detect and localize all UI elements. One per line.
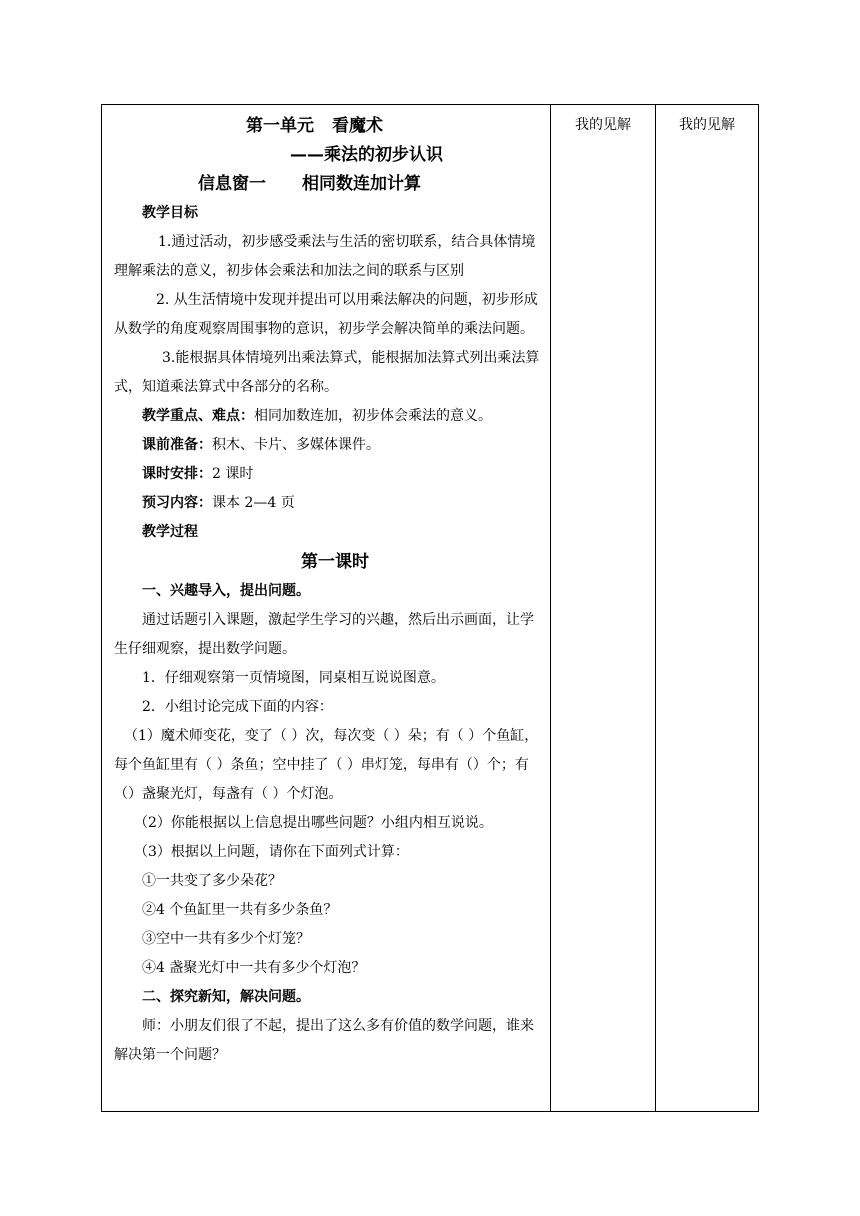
preview <box>114 489 542 518</box>
unit-title-line <box>114 111 542 141</box>
question-1: （1）魔术师变花，变了（ ）次，每次变（ ）朵；有（ ）个鱼缸，每个鱼缸里有（ ）条鱼；空中挂了（ ）串灯笼，每串有（）个；有（）盏聚光灯，每盏有（ ）个灯泡。 <box>114 728 539 802</box>
my-view-column-2 <box>656 105 759 1112</box>
sub-question-3: ③空中一共有多少个灯笼？ <box>142 931 310 947</box>
sub-question-4: ④4 盏聚光灯中一共有多少个灯泡？ <box>142 960 366 976</box>
preview-text: 课本 2—4 页 <box>212 495 295 511</box>
question-2: （2）你能根据以上信息提出哪些问题？小组内相互说说。 <box>134 815 493 831</box>
schedule <box>114 460 542 489</box>
window-title-line <box>114 169 542 199</box>
step-2: 2．小组讨论完成下面的内容： <box>142 699 333 715</box>
window-title: 信息窗一 <box>198 174 266 194</box>
sub-question-2: ②4 个鱼缸里一共有多少条鱼？ <box>142 902 338 918</box>
my-view-column-1 <box>551 105 656 1112</box>
section2-text: 师：小朋友们很了不起，提出了这么多有价值的数学问题，谁来解决第一个问题？ <box>114 1018 534 1063</box>
lesson1-heading: 第一课时 <box>301 552 369 572</box>
main-content-cell <box>102 105 551 1112</box>
window-topic: 相同数连加计算 <box>302 174 421 194</box>
preparation-text: 积木、卡片、多媒体课件。 <box>212 437 380 453</box>
preparation <box>114 431 542 460</box>
unit-subtitle: 看魔术 <box>332 116 383 136</box>
section1-intro: 通过话题引入课题，激起学生学习的兴趣，然后出示画面，让学生仔细观察，提出数学问题。 <box>114 612 534 657</box>
section2-title: 二、探究新知，解决问题。 <box>142 989 310 1005</box>
preview-label: 预习内容： <box>142 495 212 511</box>
key-points-text: 相同加数连加，初步体会乘法的意义。 <box>254 408 492 424</box>
unit-title: 第一单元 <box>246 116 314 136</box>
process-label: 教学过程 <box>142 524 198 540</box>
section1-title: 一、兴趣导入，提出问题。 <box>142 583 310 599</box>
step-1: 1．仔细观察第一页情境图，同桌相互说说图意。 <box>142 670 445 686</box>
key-points-label: 教学重点、难点： <box>142 408 254 424</box>
my-view-header-2: 我的见解 <box>679 117 735 133</box>
preparation-label: 课前准备： <box>142 437 212 453</box>
lesson-subtitle: ——乘法的初步认识 <box>290 145 443 165</box>
schedule-label: 课时安排： <box>142 466 212 482</box>
my-view-header-1: 我的见解 <box>575 117 631 133</box>
sub-question-1: ①一共变了多少朵花？ <box>142 873 282 889</box>
objective-2: 2. 从生活情境中发现并提出可以用乘法解决的问题，初步形成从数学的角度观察周围事物的意识，初步学会解决简单的乘法问题。 <box>114 292 538 337</box>
key-points <box>114 402 542 431</box>
schedule-text: 2 课时 <box>212 466 254 482</box>
objectives-label: 教学目标 <box>142 205 198 221</box>
objective-1: 1.通过活动，初步感受乘法与生活的密切联系，结合具体情境理解乘法的意义，初步体会乘法和加法之间的联系与区别 <box>114 234 536 279</box>
lesson-plan-table <box>101 104 759 1112</box>
question-3: （3）根据以上问题，请你在下面列式计算： <box>134 844 409 860</box>
objective-3: 3.能根据具体情境列出乘法算式，能根据加法算式列出乘法算式，知道乘法算式中各部分的名称。 <box>114 350 540 395</box>
